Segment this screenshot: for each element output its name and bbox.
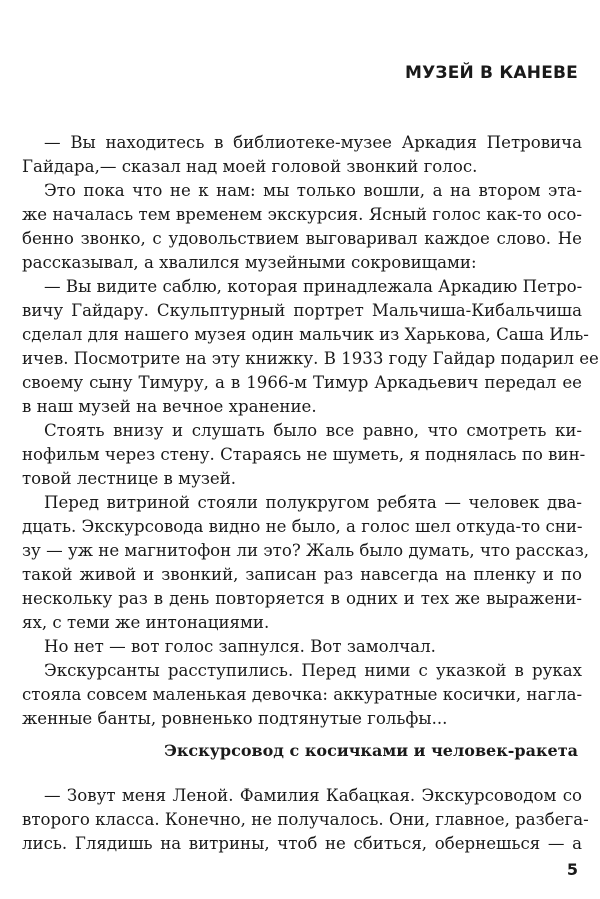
text-line: нофильм через стену. Стараясь не шуметь, я поднялась по вин- [22,445,586,464]
text-line: дцать. Экскурсовода видно не было, а голос шел откуда-то сни- [22,517,583,536]
text-line: вичу Гайдару. Скульптурный портрет Мальчиша-Кибальчиша [22,301,582,320]
text-line: лись. Глядишь на витрины, чтоб не сбиться, обернешься — а [22,834,582,853]
section-subheading: Экскурсовод с косичками и человек-ракета [164,741,578,760]
text-line: Стоять внизу и слушать было все равно, что смотреть ки- [44,421,582,440]
chapter-title: МУЗЕЙ В КАНЕВЕ [405,63,578,83]
text-line: ях, с теми же интонациями. [22,613,270,632]
text-line: товой лестнице в музей. [22,469,237,488]
section-2-text [22,784,589,856]
text-line: второго класса. Конечно, не получалось. Они, главное, разбега- [22,810,589,829]
text-line: — Зовут меня Леной. Фамилия Кабацкая. Экскурсоводом со [44,786,582,805]
text-line: в наш музей на вечное хранение. [22,397,317,416]
text-line: Экскурсанты расступились. Перед ними с указкой в руках [44,661,582,680]
text-line: бенно звонко, с удовольствием выговаривал каждое слово. Не [22,229,582,248]
text-line: нескольку раз в день повторяется в одних и тех же выражени- [22,589,582,608]
text-line: ичев. Посмотрите на эту книжку. В 1933 году Гайдар подарил ее [22,349,599,368]
text-line: Это пока что не к нам: мы только вошли, а на втором эта- [44,181,582,200]
text-line: своему сыну Тимуру, а в 1966-м Тимур Аркадьевич передал ее [22,373,582,392]
text-line: женные банты, ровненько подтянутые гольфы... [22,709,448,728]
text-line: Перед витриной стояли полукругом ребята — человек два- [44,493,582,512]
text-line: рассказывал, а хвалился музейными сокровищами: [22,253,477,272]
text-line: же началась тем временем экскурсия. Ясный голос как-то осо- [22,205,582,224]
page-number: 5 [566,860,578,879]
text-line: сделал для нашего музея один мальчик из Харькова, Саша Иль- [22,325,589,344]
text-line: — Вы видите саблю, которая принадлежала Аркадию Петро- [44,277,583,296]
text-line: Но нет — вот голос запнулся. Вот замолчал. [44,637,436,656]
text-line: стояла совсем маленькая девочка: аккуратные косички, нагла- [22,685,583,704]
text-line: — Вы находитесь в библиотеке-музее Аркадия Петровича [44,133,582,152]
section-1-text [22,131,599,731]
text-line: такой живой и звонкий, записан раз навсегда на пленку и по [22,565,582,584]
text-line: Гайдара,— сказал над моей головой звонкий голос. [22,157,478,176]
text-line: зу — уж не магнитофон ли это? Жаль было думать, что рассказ, [22,541,590,560]
